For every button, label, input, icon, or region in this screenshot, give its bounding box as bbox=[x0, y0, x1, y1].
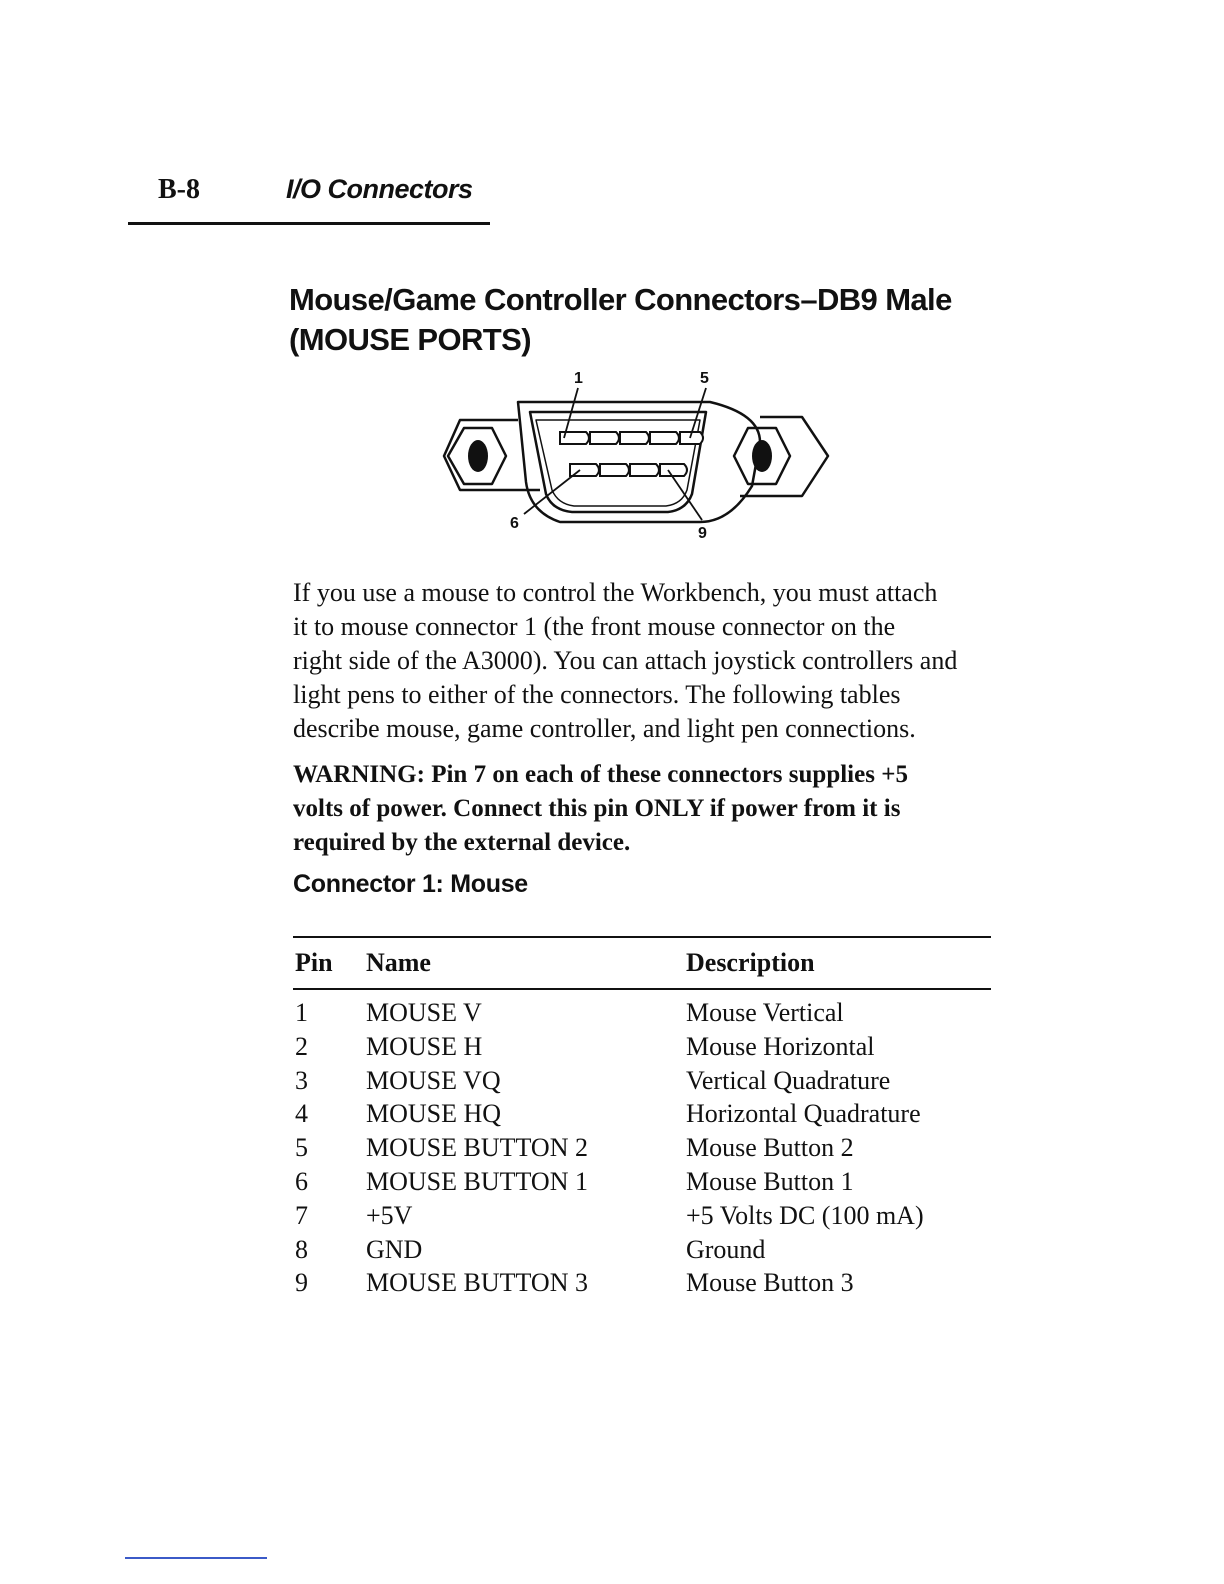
cell-name: MOUSE BUTTON 3 bbox=[366, 1268, 588, 1298]
cell-description: Mouse Horizontal bbox=[686, 1031, 875, 1061]
table-row bbox=[293, 1099, 991, 1133]
body-line: light pens to either of the connectors. The following tables bbox=[293, 680, 901, 709]
table-header bbox=[293, 938, 991, 990]
body-line: describe mouse, game controller, and light pen connections. bbox=[293, 714, 916, 743]
table-row bbox=[293, 1235, 991, 1269]
label-pin-5: 5 bbox=[700, 370, 709, 387]
pinout-table bbox=[293, 936, 991, 1302]
body-line: it to mouse connector 1 (the front mouse connector on the bbox=[293, 612, 896, 641]
left-nut-hole bbox=[468, 440, 488, 472]
pin-3 bbox=[620, 432, 649, 444]
body-paragraph bbox=[293, 576, 1013, 746]
cell-name: MOUSE BUTTON 2 bbox=[366, 1133, 588, 1163]
table-row bbox=[293, 1268, 991, 1302]
title-line-2: (MOUSE PORTS) bbox=[289, 322, 531, 357]
pin-4 bbox=[650, 432, 679, 444]
cell-name: +5V bbox=[366, 1200, 413, 1230]
cell-description: Vertical Quadrature bbox=[686, 1065, 891, 1095]
cell-pin: 8 bbox=[295, 1234, 308, 1264]
cell-description: +5 Volts DC (100 mA) bbox=[686, 1200, 924, 1230]
footer-rule bbox=[125, 1557, 267, 1559]
cell-pin: 4 bbox=[295, 1099, 308, 1129]
header-name: Name bbox=[366, 948, 431, 977]
cell-name: MOUSE VQ bbox=[366, 1065, 501, 1095]
cell-pin: 7 bbox=[295, 1200, 308, 1230]
table-body bbox=[293, 990, 991, 1302]
warning-line: required by the external device. bbox=[293, 829, 631, 856]
right-nut-hole bbox=[752, 440, 772, 472]
cell-name: MOUSE HQ bbox=[366, 1099, 502, 1129]
table-row bbox=[293, 1167, 991, 1201]
cell-description: Mouse Vertical bbox=[686, 998, 844, 1027]
title-line-1: Mouse/Game Controller Connectors–DB9 Male bbox=[289, 282, 952, 317]
warning-line: WARNING: Pin 7 on each of these connectors supplies +5 bbox=[293, 761, 908, 788]
page-title bbox=[289, 280, 1009, 360]
leader-pin-9 bbox=[668, 470, 702, 520]
label-pin-1: 1 bbox=[574, 370, 583, 387]
cell-pin: 5 bbox=[295, 1133, 308, 1163]
page-number: B-8 bbox=[158, 174, 200, 205]
table-row bbox=[293, 1133, 991, 1167]
warning-note bbox=[293, 758, 1013, 860]
table-row bbox=[293, 1066, 991, 1100]
pin-7 bbox=[600, 464, 629, 476]
cell-description: Mouse Button 1 bbox=[686, 1166, 854, 1196]
label-pin-6: 6 bbox=[510, 515, 519, 532]
warning-line: volts of power. Connect this pin ONLY if power from it is bbox=[293, 795, 901, 822]
cell-name: MOUSE BUTTON 1 bbox=[366, 1166, 588, 1196]
table-row bbox=[293, 1201, 991, 1235]
cell-pin: 3 bbox=[295, 1065, 308, 1095]
label-pin-9: 9 bbox=[698, 525, 707, 542]
table-row bbox=[293, 998, 991, 1032]
cell-description: Horizontal Quadrature bbox=[686, 1099, 921, 1129]
header-description: Description bbox=[686, 948, 815, 977]
body-line: If you use a mouse to control the Workbench, you must attach bbox=[293, 578, 938, 607]
db9-connector-diagram bbox=[430, 362, 850, 547]
cell-name: GND bbox=[366, 1234, 423, 1264]
running-head bbox=[128, 170, 490, 225]
cell-pin: 6 bbox=[295, 1166, 308, 1196]
table-row bbox=[293, 1032, 991, 1066]
cell-description: Mouse Button 3 bbox=[686, 1268, 854, 1298]
leader-pin-6 bbox=[524, 470, 580, 514]
cell-name: MOUSE H bbox=[366, 1031, 483, 1061]
cell-description: Mouse Button 2 bbox=[686, 1133, 854, 1163]
cell-pin: 2 bbox=[295, 1031, 308, 1061]
cell-name: MOUSE V bbox=[366, 998, 482, 1027]
body-line: right side of the A3000). You can attach joystick controllers and bbox=[293, 646, 958, 675]
pin-9 bbox=[660, 464, 687, 476]
section-title: I/O Connectors bbox=[286, 174, 473, 204]
table-title: Connector 1: Mouse bbox=[293, 870, 528, 898]
pin-2 bbox=[590, 432, 619, 444]
cell-pin: 9 bbox=[295, 1268, 308, 1298]
cell-description: Ground bbox=[686, 1234, 766, 1264]
header-pin: Pin bbox=[295, 948, 333, 977]
pin-8 bbox=[630, 464, 659, 476]
cell-pin: 1 bbox=[295, 998, 308, 1027]
